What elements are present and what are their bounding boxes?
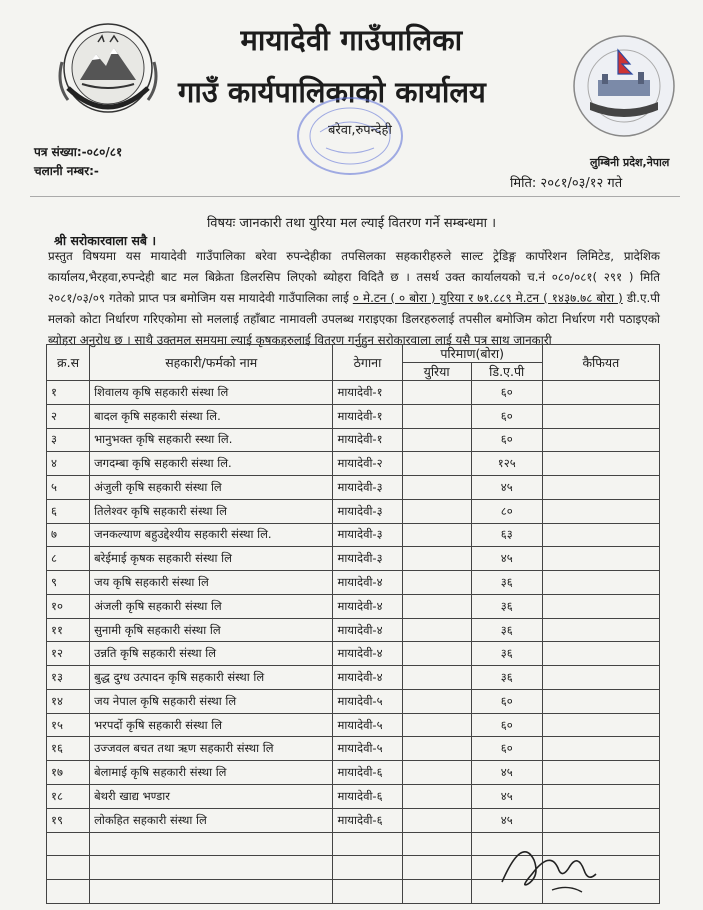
cell-dap: ४५ <box>471 785 542 809</box>
province-label: लुम्बिनी प्रदेश,नेपाल <box>590 156 670 169</box>
cell-urea <box>402 571 471 595</box>
body-part-2: डी.ए.पी मलको कोटा निर्धारण गरिएकोमा सो मललाई तहाँबाट नामावली उपलब्ध गराइएका डिलरहरुलाई तपसील बमोजिम कोटा निर्धारण गरी पठाइएको ब्योहरा अनुरोध छ । साथै उक्तमल समयमा ल्याई कृषकहरुलाई वितरण गर्नुहुन सरोकारवाला लाई यसै पत्र साथ जानकारी <box>48 291 660 347</box>
cell-address: मायादेवी-२ <box>333 452 402 476</box>
cell-name: बादल कृषि सहकारी संस्था लि. <box>90 404 333 428</box>
office-title: गाउँ कार्यपालिकाको कार्यालय <box>178 75 486 109</box>
header-remarks: कैफियत <box>542 345 659 381</box>
table-row <box>47 618 660 642</box>
cell-name: बेथरी खाद्य भण्डार <box>90 785 333 809</box>
cell-remarks <box>542 785 659 809</box>
cell-urea <box>402 832 471 856</box>
cell-name <box>90 856 333 880</box>
cell-dap: ४५ <box>471 547 542 571</box>
office-stamp <box>290 92 410 182</box>
cell-serial: १३ <box>47 666 90 690</box>
cell-address: मायादेवी-१ <box>333 381 402 405</box>
cell-urea <box>402 476 471 500</box>
letter-reference: पत्र संख्या:-०८०/८१ <box>34 145 123 159</box>
cell-address: मायादेवी-४ <box>333 571 402 595</box>
table-row <box>47 452 660 476</box>
cell-dap: ३६ <box>471 642 542 666</box>
cell-address: मायादेवी-६ <box>333 808 402 832</box>
cell-name: बरेईमाई कृषक सहकारी संस्था लि <box>90 547 333 571</box>
table-row <box>47 404 660 428</box>
cell-name: शिवालय कृषि सहकारी संस्था लि <box>90 381 333 405</box>
cell-serial <box>47 832 90 856</box>
cell-remarks <box>542 594 659 618</box>
cell-urea <box>402 808 471 832</box>
cell-dap: ६० <box>471 713 542 737</box>
cell-address: मायादेवी-३ <box>333 523 402 547</box>
header-divider <box>30 196 680 197</box>
cell-address: मायादेवी-३ <box>333 547 402 571</box>
cell-urea <box>402 737 471 761</box>
cell-dap: ६० <box>471 737 542 761</box>
dispatch-number: चलानी नम्बर:- <box>34 164 99 178</box>
cell-remarks <box>542 571 659 595</box>
cell-address: मायादेवी-५ <box>333 689 402 713</box>
cell-remarks <box>542 713 659 737</box>
cell-address: मायादेवी-३ <box>333 499 402 523</box>
cell-urea <box>402 547 471 571</box>
cell-serial: १ <box>47 381 90 405</box>
cell-serial: ४ <box>47 452 90 476</box>
cell-serial: ३ <box>47 428 90 452</box>
letter-addressee: श्री सरोकारवाला सबै । <box>54 233 157 248</box>
table-row <box>47 571 660 595</box>
cell-remarks <box>542 499 659 523</box>
header-name: सहकारी/फर्मको नाम <box>90 345 333 381</box>
table-row <box>47 737 660 761</box>
cell-urea <box>402 785 471 809</box>
table-row <box>47 381 660 405</box>
cell-name: जगदम्बा कृषि सहकारी संस्था लि. <box>90 452 333 476</box>
table-row <box>47 666 660 690</box>
cell-dap: ३६ <box>471 571 542 595</box>
cell-remarks <box>542 428 659 452</box>
cell-name: बुद्ध दुग्ध उत्पादन कृषि सहकारी संस्था लि <box>90 666 333 690</box>
cell-remarks <box>542 761 659 785</box>
cell-remarks <box>542 618 659 642</box>
cell-urea <box>402 880 471 904</box>
cell-address: मायादेवी-१ <box>333 428 402 452</box>
header-dap: डि.ए.पी <box>471 363 542 381</box>
cell-name: जनकल्याण बहुउद्देश्यीय सहकारी संस्था लि. <box>90 523 333 547</box>
cell-remarks <box>542 404 659 428</box>
cell-remarks <box>542 642 659 666</box>
table-row <box>47 689 660 713</box>
cell-urea <box>402 689 471 713</box>
cell-address <box>333 856 402 880</box>
cell-urea <box>402 761 471 785</box>
cell-serial: १० <box>47 594 90 618</box>
cell-address <box>333 832 402 856</box>
municipality-title: मायादेवी गाउँपालिका <box>240 23 463 57</box>
cell-urea <box>402 713 471 737</box>
cell-address <box>333 880 402 904</box>
table-row <box>47 428 660 452</box>
cell-name: बेलामाई कृषि सहकारी संस्था लि <box>90 761 333 785</box>
cell-name: सुनामी कृषि सहकारी संस्था लि <box>90 618 333 642</box>
table-row <box>47 476 660 500</box>
cell-remarks <box>542 666 659 690</box>
cell-dap: ६० <box>471 381 542 405</box>
cell-address: मायादेवी-४ <box>333 594 402 618</box>
header-serial: क्र.स <box>47 345 90 381</box>
cell-serial: १५ <box>47 713 90 737</box>
cell-dap: ४५ <box>471 761 542 785</box>
cell-address: मायादेवी-१ <box>333 404 402 428</box>
cell-address: मायादेवी-५ <box>333 713 402 737</box>
cell-urea <box>402 499 471 523</box>
cell-dap: ३६ <box>471 618 542 642</box>
cell-serial <box>47 856 90 880</box>
cell-remarks <box>542 547 659 571</box>
cell-name: भानुभक्त कृषि सहकारी स्स्था लि. <box>90 428 333 452</box>
cell-address: मायादेवी-६ <box>333 761 402 785</box>
header-quantity: परिमाण(बोरा) <box>402 345 542 363</box>
cell-dap: ६३ <box>471 523 542 547</box>
cell-urea <box>402 856 471 880</box>
table-row <box>47 547 660 571</box>
cell-serial: १८ <box>47 785 90 809</box>
cell-dap: ६० <box>471 404 542 428</box>
cell-name <box>90 880 333 904</box>
cell-urea <box>402 642 471 666</box>
cell-remarks <box>542 523 659 547</box>
table-row <box>47 594 660 618</box>
cell-address: मायादेवी-४ <box>333 642 402 666</box>
cell-serial: ७ <box>47 523 90 547</box>
cell-serial: ९ <box>47 571 90 595</box>
cell-name: लोकहित सहकारी संस्था लि <box>90 808 333 832</box>
cell-name: उन्नति कृषि सहकारी संस्था लि <box>90 642 333 666</box>
cell-urea <box>402 428 471 452</box>
body-part-1: प्रस्तुत विषयमा यस मायादेवी गाउँपालिका बरेवा रुपन्देहीका तपसिलका सहकारीहरुले साल्ट ट्रेडिङ्ग कार्पोरेशन लिमिटेड, प्रादेशिक कार्यालय,भैरहवा,रुपन्देही बाट मल बिक्रेता डिलरसिप लिएको ब्योहरा विदितै छ । तसर्थ उक्त कार्यालयको च.नं ०८०/०८१( २९१ ) मिति २०८१/०३/०९ गतेको प्राप्त पत्र बमोजिम यस मायादेवी गाउँपालिका लाई <box>48 249 660 305</box>
cell-serial: १६ <box>47 737 90 761</box>
table-row <box>47 808 660 832</box>
cell-dap: ४५ <box>471 808 542 832</box>
cell-dap: ६० <box>471 428 542 452</box>
distribution-table <box>46 344 660 904</box>
cell-address: मायादेवी-५ <box>333 737 402 761</box>
cell-dap: ८० <box>471 499 542 523</box>
cell-remarks <box>542 381 659 405</box>
cell-name: जय नेपाल कृषि सहकारी संस्था लि <box>90 689 333 713</box>
cell-urea <box>402 666 471 690</box>
cell-name: जय कृषि सहकारी संस्था लि <box>90 571 333 595</box>
cell-name: भरपर्दो कृषि सहकारी संस्था लि <box>90 713 333 737</box>
cell-address: मायादेवी-६ <box>333 785 402 809</box>
office-address: बरेवा,रुपन्देही <box>328 123 392 138</box>
cell-remarks <box>542 476 659 500</box>
cell-urea <box>402 452 471 476</box>
cell-serial: ११ <box>47 618 90 642</box>
cell-serial: १९ <box>47 808 90 832</box>
letter-subject: विषयः जानकारी तथा युरिया मल ल्याई वितरण गर्ने सम्बन्धमा । <box>206 216 497 231</box>
table-row <box>47 523 660 547</box>
signature <box>492 830 604 900</box>
cell-name: उज्जवल बचत तथा ऋण सहकारी संस्था लि <box>90 737 333 761</box>
cell-urea <box>402 618 471 642</box>
cell-urea <box>402 381 471 405</box>
cell-serial: १२ <box>47 642 90 666</box>
cell-name: अंजली कृषि सहकारी संस्था लि <box>90 594 333 618</box>
cell-address: मायादेवी-४ <box>333 618 402 642</box>
cell-dap: ३६ <box>471 666 542 690</box>
letter-body <box>48 246 660 351</box>
cell-serial: ५ <box>47 476 90 500</box>
cell-serial: ६ <box>47 499 90 523</box>
cell-urea <box>402 404 471 428</box>
cell-remarks <box>542 737 659 761</box>
letter-date: मिति: २०८१/०३/१२ गते <box>510 176 623 191</box>
body-quota-underlined: ० मे.टन ( ० बोरा ) युरिया र ७१.८८९ मे.टन ( १४३७.७८ बोरा ) <box>352 291 623 305</box>
cell-name <box>90 832 333 856</box>
cell-name: तिलेश्वर कृषि सहकारी संस्था लि <box>90 499 333 523</box>
table-row <box>47 713 660 737</box>
cell-remarks <box>542 689 659 713</box>
table-row <box>47 761 660 785</box>
cell-serial <box>47 880 90 904</box>
cell-address: मायादेवी-३ <box>333 476 402 500</box>
cell-serial: ८ <box>47 547 90 571</box>
table-row <box>47 642 660 666</box>
cell-dap: ३६ <box>471 594 542 618</box>
table-row <box>47 499 660 523</box>
cell-address: मायादेवी-४ <box>333 666 402 690</box>
cell-remarks <box>542 808 659 832</box>
header-address: ठेगाना <box>333 345 402 381</box>
table-body <box>47 381 660 904</box>
cell-serial: १७ <box>47 761 90 785</box>
cell-urea <box>402 594 471 618</box>
cell-dap: ६० <box>471 689 542 713</box>
cell-dap: १२५ <box>471 452 542 476</box>
cell-remarks <box>542 452 659 476</box>
table-row <box>47 785 660 809</box>
cell-serial: १४ <box>47 689 90 713</box>
header-urea: युरिया <box>402 363 471 381</box>
cell-dap: ४५ <box>471 476 542 500</box>
cell-urea <box>402 523 471 547</box>
cell-serial: २ <box>47 404 90 428</box>
cell-name: अंजुली कृषि सहकारी संस्था लि <box>90 476 333 500</box>
